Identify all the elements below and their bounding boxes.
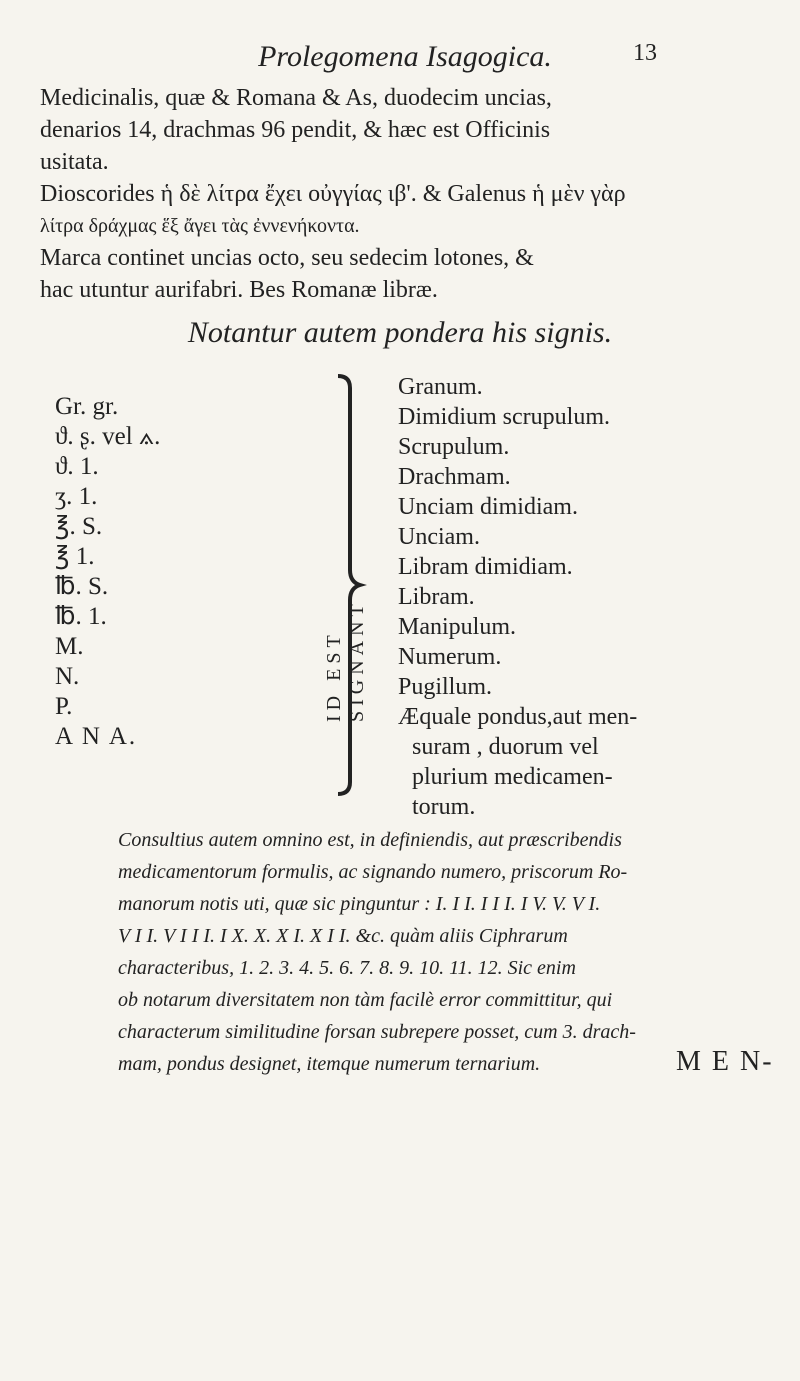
meaning-item: Numerum. [398,644,502,670]
meaning-item: Libram. [398,584,475,610]
intro-line: usitata. [40,149,109,175]
vertical-label [325,512,367,722]
conclusion-line: mam, pondus designet, itemque numerum ternarium. [118,1053,541,1075]
conclusion-line: Consultius autem omnino est, in definiendis, aut præscribendis [118,829,622,851]
page-number: 13 [633,40,657,66]
conclusion-line: characteribus, 1. 2. 3. 4. 5. 6. 7. 8. 9. 10. 11. 12. Sic enim [118,957,576,979]
symbol-item: ϑ. 1. [55,453,99,480]
section-heading: Notantur autem pondera his signis. [187,316,613,349]
conclusion-line: characterum similitudine forsan subrepere posset, cum 3. drach- [118,1021,636,1043]
symbol-item: ℥. S. [55,513,103,540]
meaning-item: Libram dimidiam. [398,554,573,580]
meaning-item: torum. [412,794,476,820]
symbol-item: ℔. 1. [55,603,107,630]
intro-paragraph [40,82,740,306]
symbol-list [55,392,215,752]
intro-line: Marca continet uncias octo, seu sedecim lotones, & [40,245,534,271]
symbol-item: ʒ. 1. [55,483,98,510]
symbol-item: N. [55,663,80,690]
meaning-item: Dimidium scrupulum. [398,404,610,430]
meaning-item: Unciam dimidiam. [398,494,578,520]
conclusion-line: medicamentorum formulis, ac signando numero, priscorum Ro- [118,861,628,883]
page-header [0,40,800,76]
conclusion-line: V I I. V I I I. I X. X. X I. X I I. &c. quàm aliis Ciphrarum [118,925,568,947]
meaning-item: Scrupulum. [398,434,510,460]
symbol-item: ℔. S. [55,573,109,600]
symbol-item: ℥ 1. [55,543,95,570]
symbol-item: ϑ. ʂ. vel ⟑. [55,423,161,450]
intro-line: Dioscorides ἡ δὲ λίτρα ἔχει οὐγγίας ιβ'. & Galenus ἡ μὲν γὰρ [40,181,626,207]
vertical-label-text: ID EST SIGNANT [323,599,368,722]
symbol-item: A N A. [55,723,138,750]
meaning-item: Æquale pondus,aut men- [398,704,638,730]
conclusion-line: manorum notis uti, quæ sic pinguntur : I. I I. I I I. I V. V. V I. [118,893,601,915]
meaning-item: Pugillum. [398,674,493,700]
meaning-item: plurium medicamen- [412,764,613,790]
meaning-item: suram , duorum vel [412,734,599,760]
intro-line: denarios 14, drachmas 96 pendit, & hæc est Officinis [40,117,551,143]
meaning-item: Granum. [398,374,483,400]
meaning-item: Unciam. [398,524,480,550]
symbol-item: M. [55,633,84,660]
intro-line: Medicinalis, quæ & Romana & As, duodecim uncias, [40,85,552,111]
running-title: Prolegomena Isagogica. [258,40,552,73]
meaning-item: Manipulum. [398,614,516,640]
catchword: M E N- [676,1046,774,1077]
intro-line: λίτρα δράχμας ἕξ ἄγει τὰς ἐννενήκοντα. [40,215,360,237]
symbol-item: P. [55,693,73,720]
meaning-list [398,372,698,822]
intro-line: hac utuntur aurifabri. Bes Romanæ libræ. [40,277,438,303]
conclusion-line: ob notarum diversitatem non tàm facilè error committitur, qui [118,989,613,1011]
meaning-item: Drachmam. [398,464,511,490]
conclusion-paragraph [118,824,718,1080]
symbol-item: Gr. gr. [55,393,119,420]
